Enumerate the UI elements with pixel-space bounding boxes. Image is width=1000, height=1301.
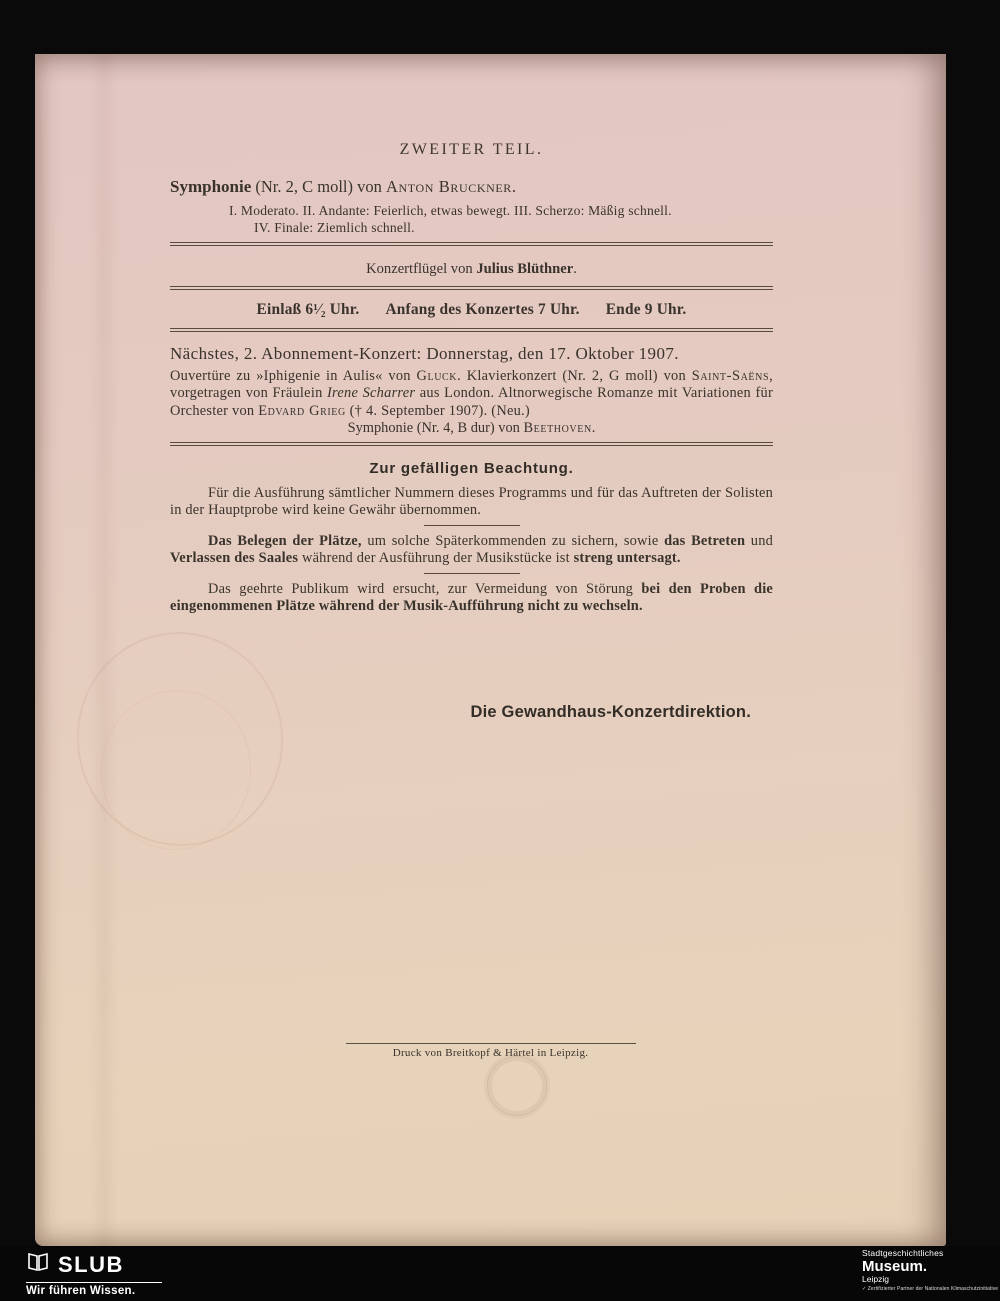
notice2-bold-3: Verlassen des Saales xyxy=(170,550,299,567)
movement-list-line-1: I. Moderato. II. Andante: Feierlich, etwas bewegt. III. Scherzo: Mäßig schnell. xyxy=(229,203,672,218)
short-rule-2 xyxy=(424,573,520,574)
notice3-regular-1: Das geehrte Publikum wird ersucht, zur Vermeidung von Störung xyxy=(208,581,642,598)
symphony-heading xyxy=(170,176,773,198)
digitization-footer-bar xyxy=(0,1246,1000,1301)
next-concert-last-line xyxy=(170,420,773,437)
museum-logo-block xyxy=(862,1249,998,1292)
part-title: ZWEITER TEIL. xyxy=(399,141,544,158)
next-concert-body xyxy=(170,368,773,420)
symphony-work-title: Symphonie xyxy=(170,177,252,196)
composer-gluck: Gluck xyxy=(416,368,458,384)
next-seg-5: († 4. September 1907). (Neu.) xyxy=(345,402,530,419)
notice2-regular-2: und xyxy=(745,533,773,550)
notice3-bold-1: bei den Proben die eingenommenen Plätze während der Musik-Aufführung nicht zu wechseln. xyxy=(170,581,773,615)
piano-credit-pre: Konzertflügel von xyxy=(366,261,477,277)
slub-divider xyxy=(26,1282,162,1283)
composer-grieg: Edvard Grieg xyxy=(258,402,346,419)
next-concert-heading: Nächstes, 2. Abonnement-Konzert: Donnerstag, den 17. Oktober 1907. xyxy=(170,344,679,363)
composer-saint-saens: Saint-Saëns xyxy=(691,368,770,384)
imprint-rule xyxy=(346,1043,636,1044)
double-rule-2 xyxy=(170,286,773,290)
piano-credit-period: . xyxy=(573,261,577,277)
double-rule-4 xyxy=(170,442,773,446)
concert-times-line xyxy=(170,300,773,319)
notice-paragraph-seating xyxy=(170,533,773,567)
composer-bruckner: Anton Bruckner xyxy=(386,177,512,196)
symphony-period: . xyxy=(511,177,517,196)
embossed-seal xyxy=(487,1056,547,1116)
signature-line: Die Gewandhaus-Konzertdirektion. xyxy=(470,703,751,722)
piano-maker-name: Julius Blüthner xyxy=(476,261,574,277)
notice2-regular-1: um solche Späterkommenden zu sichern, sowie xyxy=(361,533,665,550)
slub-tagline: Wir führen Wissen. xyxy=(26,1285,136,1297)
museum-wordmark: Museum. xyxy=(862,1257,928,1275)
slub-wordmark: SLUB xyxy=(58,1251,124,1277)
doors-open-time: Einlaß 6¹⁄₂ Uhr. xyxy=(256,301,360,318)
short-rule-1 xyxy=(424,525,520,526)
notice-title: Zur gefälligen Beachtung. xyxy=(369,460,574,478)
movement-list xyxy=(170,202,773,236)
slub-logo-block xyxy=(26,1250,162,1297)
next-seg-4: aus London. Altnorwegische Romanze mit Variationen für Orchester von xyxy=(170,385,774,419)
program-content xyxy=(170,54,773,722)
notice2-regular-3: während der Ausführung der Musikstücke ist xyxy=(298,550,574,567)
concert-end-time: Ende 9 Uhr. xyxy=(605,301,687,318)
imprint-block xyxy=(35,1043,946,1059)
notice-paragraph-guarantee: Für die Ausführung sämtlicher Nummern dieses Programms und für das Auftreten der Solisten in der Hauptprobe wird keine Gewähr übernommen. xyxy=(170,485,773,519)
next-seg-2: . Klavierkonzert (Nr. 2, G moll) von xyxy=(457,368,692,384)
piano-credit xyxy=(170,260,773,278)
next-seg-3: , vorgetragen von Fräulein xyxy=(170,368,773,402)
movement-list-line-2: IV. Finale: Ziemlich schnell. xyxy=(254,220,415,235)
next-last-period: . xyxy=(591,420,596,437)
concert-start-time: Anfang des Konzertes 7 Uhr. xyxy=(385,301,580,318)
museum-certification: ✓ Zertifizierter Partner der Nationalen Klimaschutzinitiative xyxy=(862,1286,999,1292)
museum-city: Leipzig xyxy=(862,1273,889,1284)
notice-paragraph-rehearsals xyxy=(170,581,773,615)
book-icon xyxy=(26,1250,50,1279)
composer-beethoven: Beethoven xyxy=(523,420,592,437)
imprint-text: Druck von Breitkopf & Härtel in Leipzig. xyxy=(392,1047,589,1059)
notice2-bold-1: Das Belegen der Plätze, xyxy=(208,533,362,550)
next-last-pre: Symphonie (Nr. 4, B dur) von xyxy=(347,420,524,437)
double-rule-3 xyxy=(170,328,773,332)
soloist-name: Irene Scharrer xyxy=(327,385,416,402)
double-rule-1 xyxy=(170,242,773,246)
notice2-bold-2: das Betreten xyxy=(664,533,746,550)
symphony-key-line: (Nr. 2, C moll) von xyxy=(251,177,386,196)
museum-line-1: Stadtgeschichtliches xyxy=(862,1248,944,1258)
next-seg-1: Ouvertüre zu »Iphigenie in Aulis« von xyxy=(170,368,417,384)
notice2-bold-4: streng untersagt. xyxy=(573,550,681,567)
scanned-program-page xyxy=(35,54,946,1246)
